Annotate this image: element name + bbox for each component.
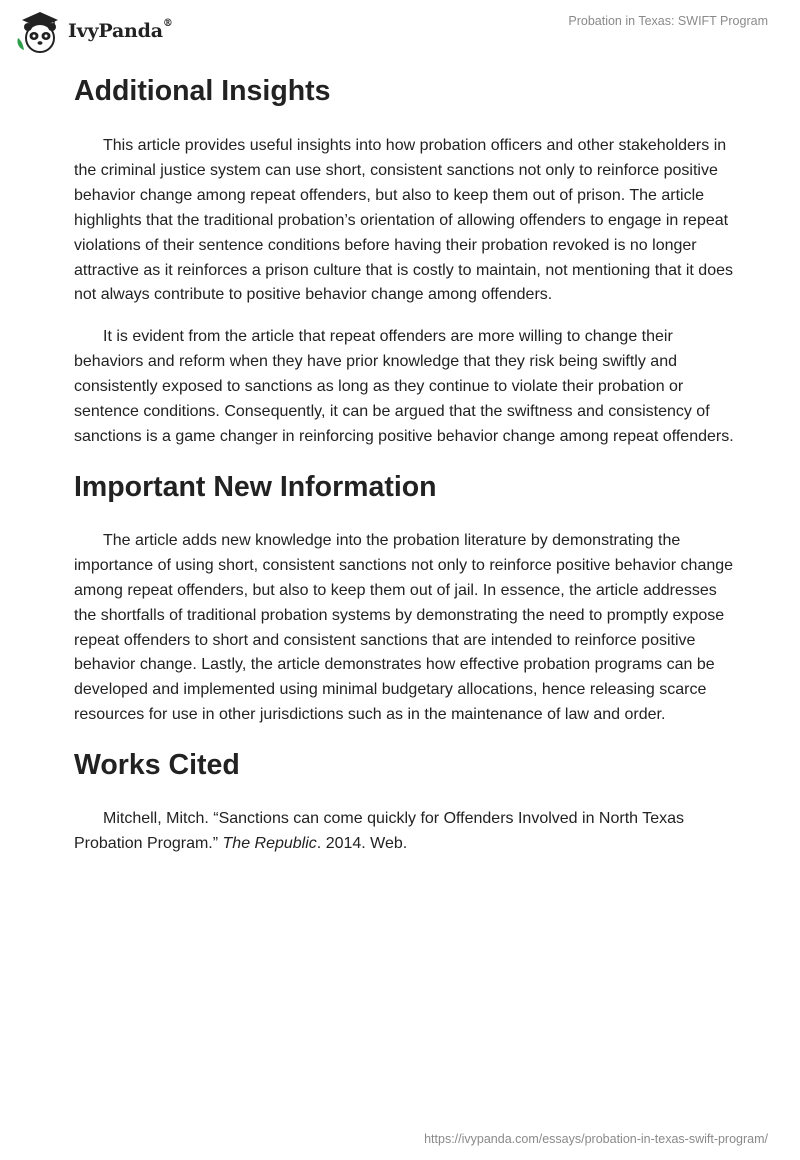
paragraph: The article adds new knowledge into the probation literature by demonstrating the importance of using short, consistent sanctions not only to reinforce positive behavior change among repeat offenders, but also to keep them out of jail. In essence, the article addresses the shortfalls of traditional probation systems by demonstrating the need to promptly expose repeat offenders to short and consistent sanctions that are intended to reinforce positive behavior change. Lastly, the article demonstrates how effective probation programs can be developed and implemented using minimal budgetary allocations, hence releasing scarce resources for use in other jurisdictions such as in the maintenance of law and order. [74,531,734,724]
panda-graduate-icon [14,8,62,54]
document-title: Probation in Texas: SWIFT Program [568,14,768,28]
section-heading-important-new-information: Important New Information [74,470,437,503]
section-heading-works-cited: Works Cited [74,749,240,782]
paragraph: This article provides useful insights into how probation officers and other stakeholders in the criminal justice system can use short, consistent sanctions not only to reinforce positive behavior change among repeat offenders, but also to keep them out of prison. The article highlights that the traditional probation’s orientation of allowing offenders to engage in repeat violations of their sentence conditions before having their probation revoked is no longer attractive as it reinforces a prison culture that is costly to maintain, not mentioning that it does not always contribute to positive behavior change among offenders. [74,137,733,304]
ivypanda-logo[interactable] [14,8,173,54]
source-url[interactable]: https://ivypanda.com/essays/probation-in-texas-swift-program/ [424,1132,768,1146]
section-heading-additional-insights: Additional Insights [74,75,331,107]
citation-entry [74,807,734,857]
citation-tail: . 2014. Web. [316,835,408,853]
citation-text: Mitchell, Mitch. “Sanctions can come quickly for Offenders Involved in North Texas Probation Program.” [74,810,684,853]
logo-wordmark: IvyPanda® [68,18,173,42]
essay-body [74,72,734,857]
citation-source: The Republic [222,835,317,853]
page-header [0,0,800,60]
paragraph: It is evident from the article that repeat offenders are more willing to change their behaviors and reform when they have prior knowledge that they risk being swiftly and consistently exposed to sanctions as long as they continue to violate their probation or sentence conditions. Consequently, it can be argued that the swiftness and consistency of sanctions is a game changer in reinforcing positive behavior change among repeat offenders. [74,328,734,445]
